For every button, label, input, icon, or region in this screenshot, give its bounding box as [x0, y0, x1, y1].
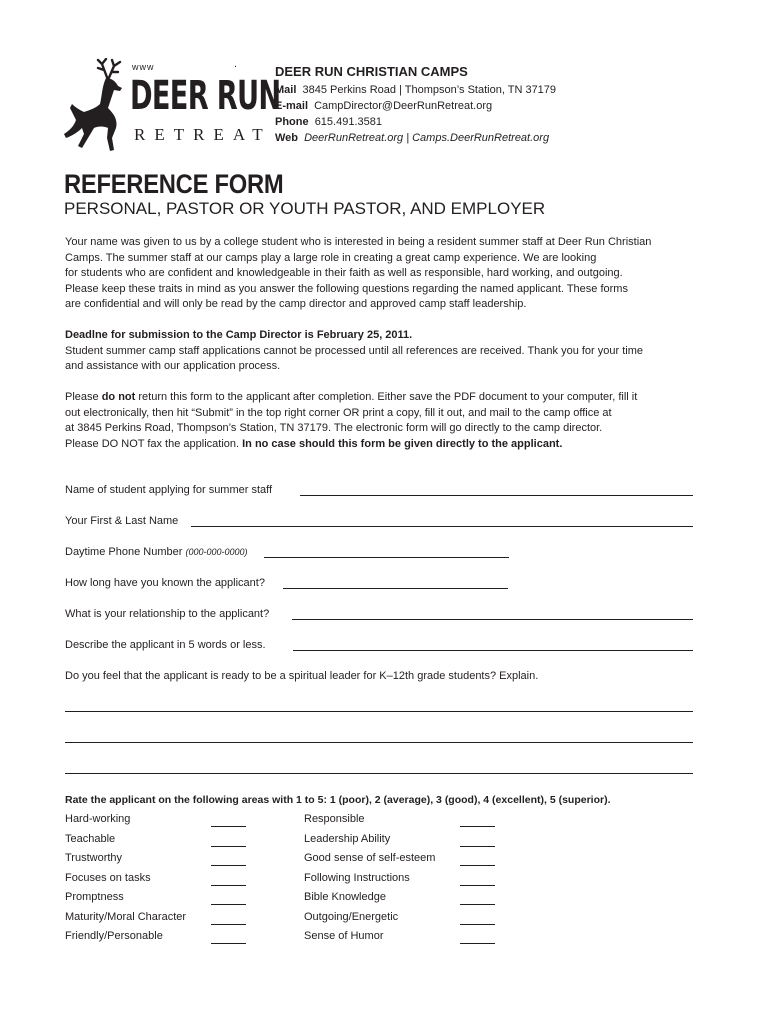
rating-label: Teachable: [65, 832, 116, 845]
mail-label: Mail: [275, 84, 297, 96]
rating-input[interactable]: [211, 865, 246, 866]
deer-run-retreat-logo: [62, 58, 281, 158]
form-title: REFERENCE FORM: [64, 169, 284, 199]
deadline-line: and assistance with our application process.: [65, 360, 281, 372]
rating-input[interactable]: [460, 943, 495, 944]
student-name-input[interactable]: [300, 495, 693, 496]
rating-label: Bible Knowledge: [304, 891, 386, 903]
phone-line: [275, 114, 556, 130]
instructions-line: out electronically, then hit “Submit” in the top right corner OR print a copy, fill it out, and mail to the camp office at: [65, 406, 612, 419]
your-name-label: Your First & Last Name: [65, 515, 179, 527]
spiritual-answer-line-2[interactable]: [65, 742, 693, 743]
intro-paragraph: [65, 235, 705, 313]
email-line: [275, 98, 556, 114]
logo-www: www: [132, 62, 155, 72]
rating-input[interactable]: [211, 885, 246, 886]
deadline-line: Student summer camp staff applications cannot be processed until all references are received. Thank you for your time: [65, 344, 644, 357]
intro-line: for students who are confident and knowledgeable in their faith as well as responsible, hard working, and outgoing.: [65, 267, 623, 279]
instructions-line: at 3845 Perkins Road, Thompson’s Station, TN 37179. The electronic form will go directly to the camp director.: [65, 422, 603, 434]
rating-label: Good sense of self-esteem: [304, 852, 436, 864]
rating-input[interactable]: [460, 904, 495, 905]
rating-input[interactable]: [460, 865, 495, 866]
deadline-paragraph: [65, 328, 705, 375]
web-value[interactable]: DeerRunRetreat.org | Camps.DeerRunRetreat.org: [304, 132, 550, 144]
phone-value: 615.491.3581: [314, 116, 382, 128]
phone-label-field: Daytime Phone Number (000-000-0000): [65, 546, 248, 558]
web-label: Web: [275, 132, 299, 144]
logo-name: DEER RUN: [130, 73, 281, 119]
web-line: [275, 130, 556, 146]
phone-hint: (000-000-0000): [185, 547, 248, 557]
intro-line: Camps. The summer staff at our camps play a large role in creating a great camp experience. We are looking: [65, 251, 597, 264]
relationship-label: What is your relationship to the applicant?: [65, 608, 270, 620]
rating-label: Friendly/Personable: [65, 930, 163, 942]
intro-line: Your name was given to us by a college student who is interested in being a resident summer staff at Deer Run Christian: [65, 236, 652, 248]
rating-label: Responsible: [304, 813, 365, 825]
instructions-paragraph: [65, 390, 705, 452]
intro-line: Please keep these traits in mind as you answer the following questions regarding the named applicant. These forms: [65, 282, 628, 295]
form-subtitle: PERSONAL, PASTOR OR YOUTH PASTOR, AND EMPLOYER: [64, 199, 546, 218]
relationship-input[interactable]: [292, 619, 693, 620]
rating-heading: Rate the applicant on the following areas with 1 to 5: 1 (poor), 2 (average), 3 (good), 4 (excellent), 5 (superior).: [65, 794, 611, 806]
email-value[interactable]: CampDirector@DeerRunRetreat.org: [314, 100, 493, 112]
org-name: DEER RUN CHRISTIAN CAMPS: [275, 64, 468, 79]
logo-dot: .: [234, 58, 238, 70]
rating-label: Maturity/Moral Character: [65, 910, 187, 923]
rating-label: Promptness: [65, 891, 124, 903]
known-label: How long have you known the applicant?: [65, 577, 265, 589]
rating-label: Focuses on tasks: [65, 871, 151, 884]
mail-value: 3845 Perkins Road | Thompson’s Station, TN 37179: [302, 84, 557, 96]
spiritual-label: Do you feel that the applicant is ready to be a spiritual leader for K–12th grade students? Explain.: [65, 670, 539, 682]
contact-block: [275, 64, 556, 146]
rating-label: Trustworthy: [65, 852, 123, 864]
your-name-input[interactable]: [191, 526, 693, 527]
rating-input[interactable]: [211, 924, 246, 925]
student-name-label: Name of student applying for summer staff: [65, 484, 273, 496]
email-label: E-mail: [275, 100, 309, 112]
instructions-line: Please do not return this form to the applicant after completion. Either save the PDF document to your computer, fill it: [65, 391, 638, 403]
rating-label: Hard-working: [65, 813, 131, 825]
rating-input[interactable]: [460, 826, 495, 827]
rating-label: Outgoing/Energetic: [304, 910, 399, 923]
deadline-text: Deadlne for submission to the Camp Director is February 25, 2011.: [65, 329, 413, 341]
rating-input[interactable]: [211, 943, 246, 944]
five-words-label: Describe the applicant in 5 words or less.: [65, 639, 266, 651]
rating-label: Sense of Humor: [304, 930, 384, 942]
known-input[interactable]: [283, 588, 508, 589]
rating-input[interactable]: [211, 846, 246, 847]
spiritual-answer-line-3[interactable]: [65, 773, 693, 774]
five-words-input[interactable]: [293, 650, 693, 651]
instructions-line: Please DO NOT fax the application. In no case should this form be given directly to the applicant.: [65, 437, 563, 450]
rating-input[interactable]: [460, 924, 495, 925]
rating-input[interactable]: [460, 885, 495, 886]
phone-label: Phone: [275, 116, 309, 128]
rating-label: Leadership Ability: [304, 832, 391, 845]
intro-line: are confidential and will only be read by the camp director and approved camp staff leadership.: [65, 298, 527, 310]
logo-sub: RETREAT: [134, 125, 272, 144]
mail-line: [275, 82, 556, 98]
phone-input[interactable]: [264, 557, 509, 558]
spiritual-answer-line-1[interactable]: [65, 711, 693, 712]
rating-input[interactable]: [460, 846, 495, 847]
rating-input[interactable]: [211, 826, 246, 827]
rating-input[interactable]: [211, 904, 246, 905]
rating-label: Following Instructions: [304, 871, 410, 884]
